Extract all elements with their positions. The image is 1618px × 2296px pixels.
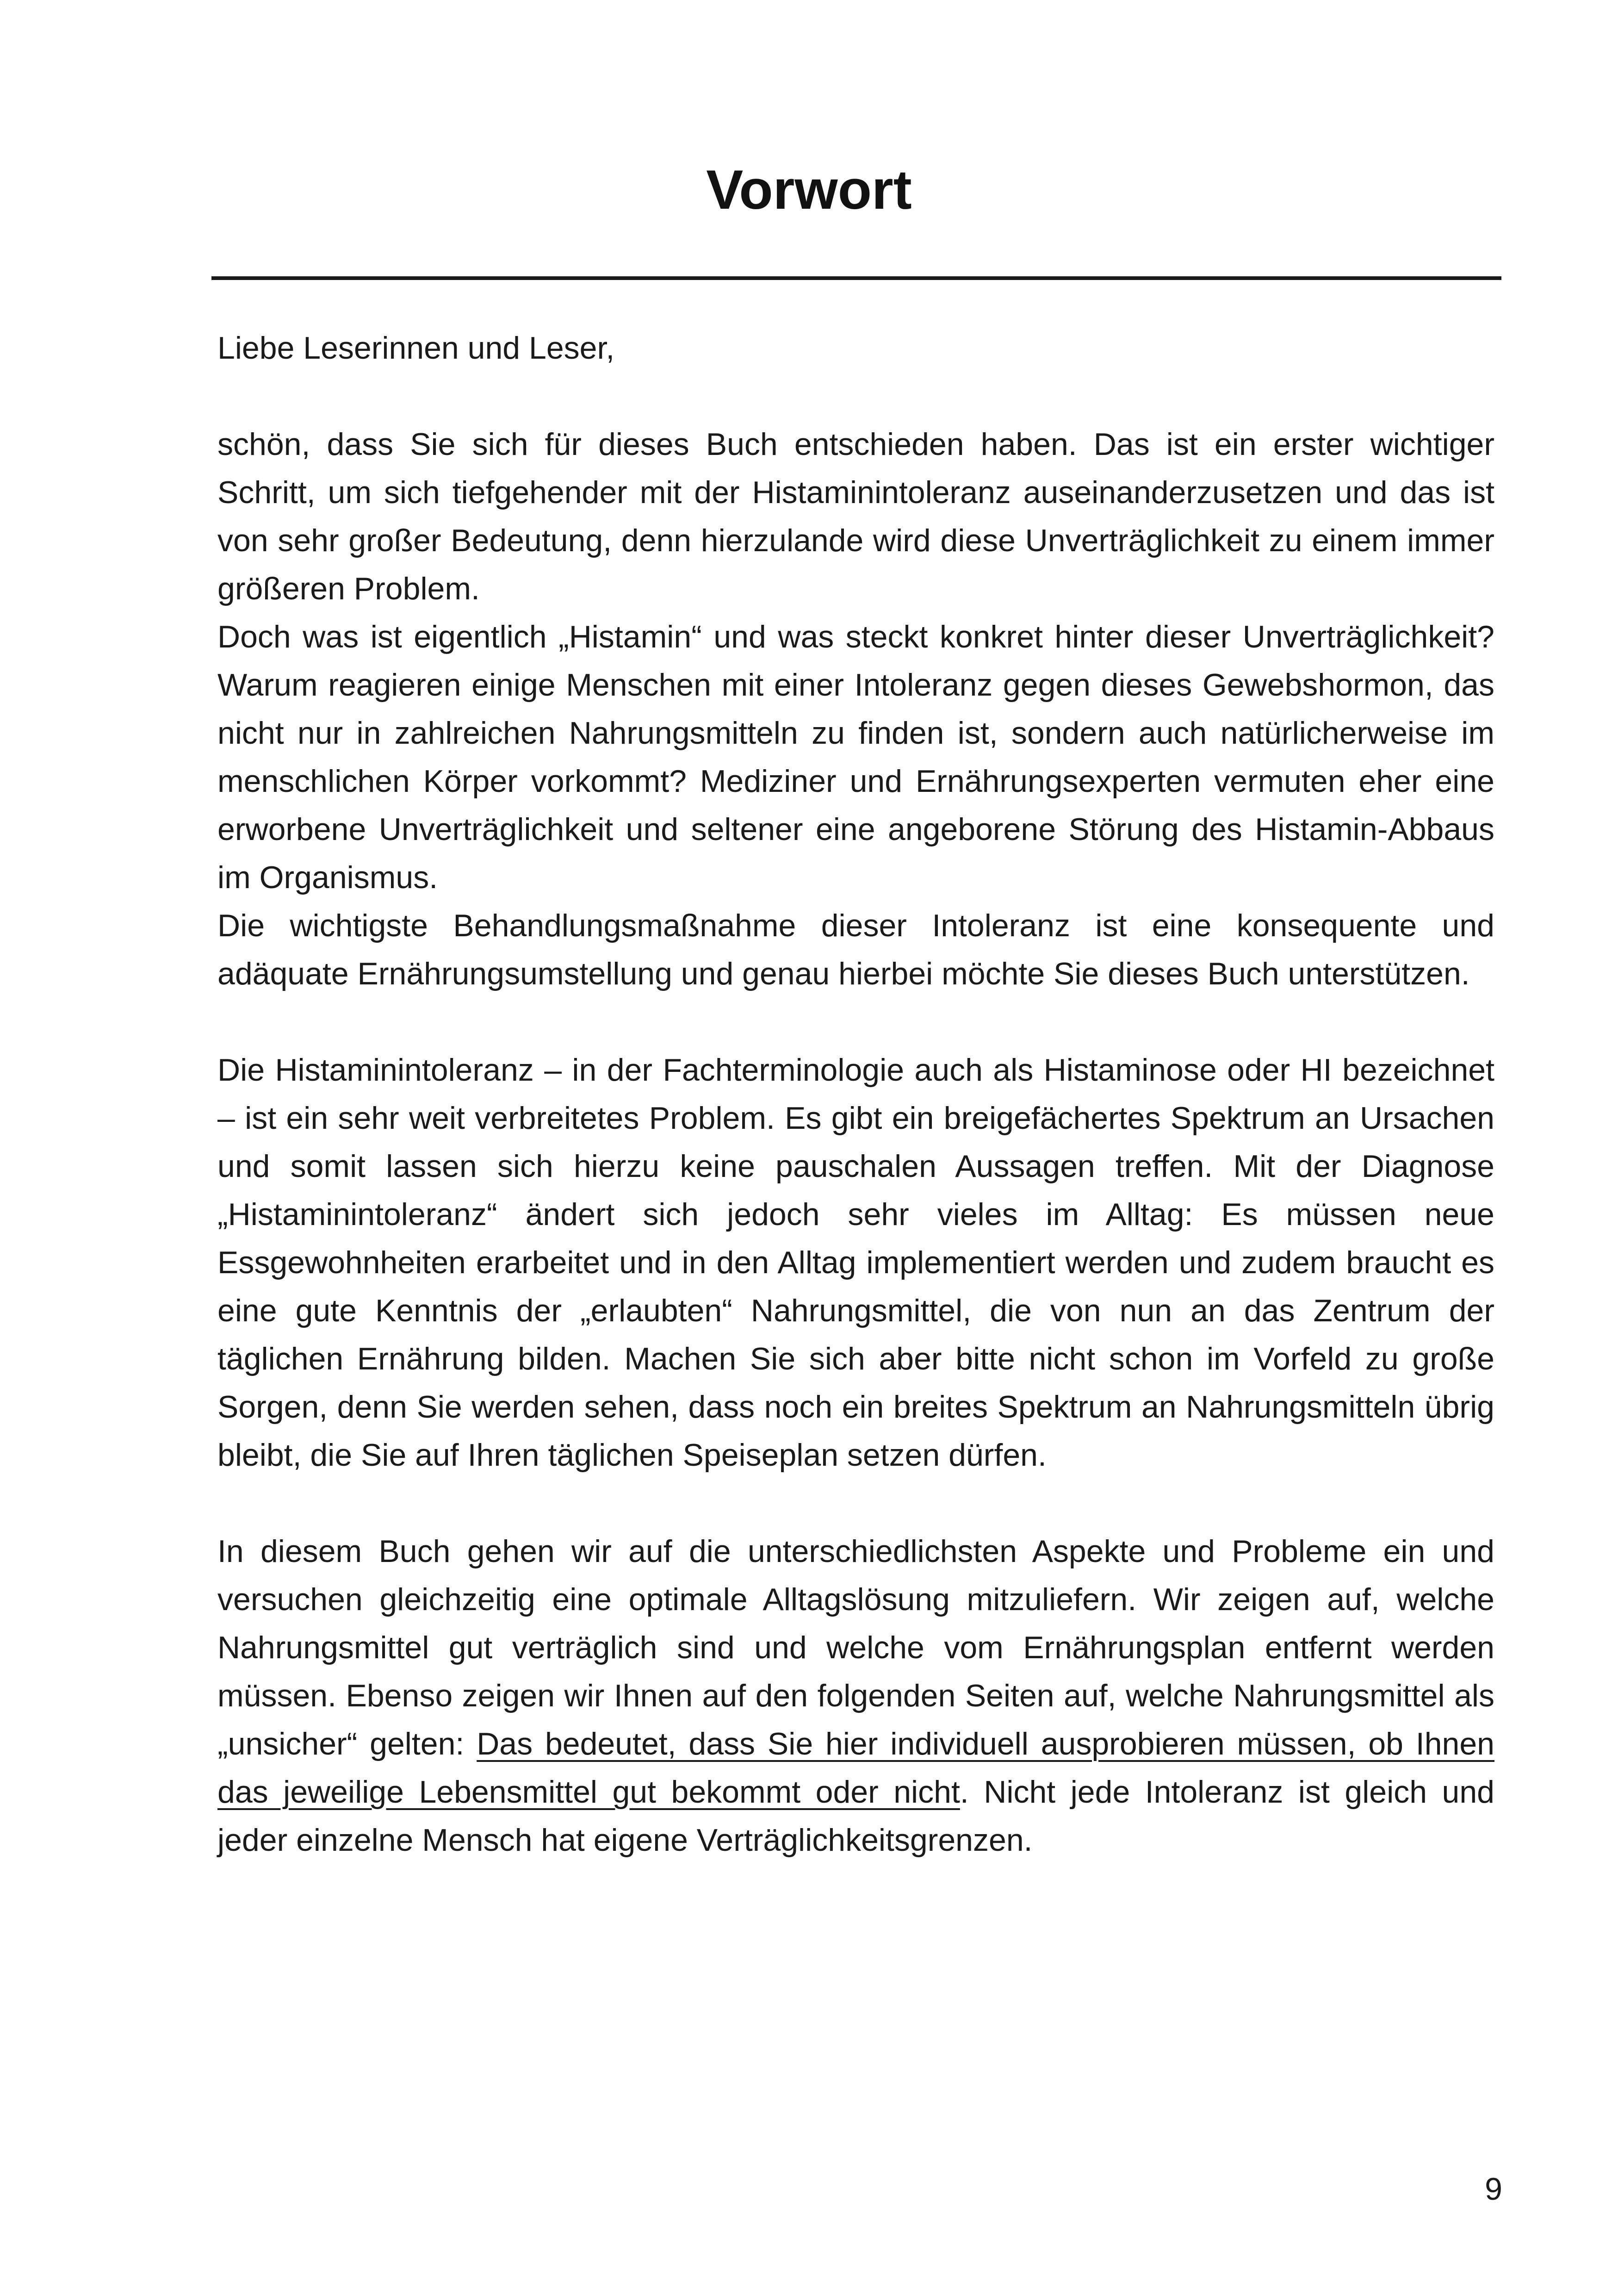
paragraph-3: Die wichtigste Behandlungsmaßnahme dieser Intoleranz ist eine konsequente und adäquate Ernährungsumstellung und genau hierbei möchte Sie dieses Buch unterstützen. [217, 908, 1494, 991]
paragraph-gap [217, 1479, 1494, 1527]
title-divider [211, 276, 1501, 280]
paragraph-gap [217, 372, 1494, 420]
salutation: Liebe Leserinnen und Leser, [217, 330, 615, 366]
page-title: Vorwort [706, 159, 912, 221]
paragraph-5-end: . Nicht jede Intoleranz ist gleich und jeder einzelne Mensch hat eigene Verträglichkeitsgrenzen. [217, 1774, 1494, 1858]
paragraph-4: Die Histaminintoleranz – in der Fachterminologie auch als Histaminose oder HI bezeichnet – ist ein sehr weit verbreitetes Problem. Es gibt ein breigefächertes Spektrum an Ursachen und somit lassen sich hierzu keine pauschalen Aussagen treffen. Mit der Diagnose „Histaminintoleranz“ ändert sich jedoch sehr vieles im Alltag: Es müssen neue Essgewohnheiten erarbeitet und in den Alltag implementiert werden und zudem braucht es eine gute Kenntnis der „erlaubten“ Nahrungsmittel, die von nun an das Zentrum der täglichen Ernährung bilden. Machen Sie sich aber bitte nicht schon im Vorfeld zu große Sorgen, denn Sie werden sehen, dass noch ein breites Spektrum an Nahrungsmitteln übrig bleibt, die Sie auf Ihren täglichen Speiseplan setzen dürfen. [217, 1052, 1494, 1473]
paragraph-1: schön, dass Sie sich für dieses Buch entschieden haben. Das ist ein erster wichtiger Schritt, um sich tiefgehender mit der Histaminintoleranz auseinanderzusetzen und das ist von sehr großer Bedeutung, denn hierzulande wird diese Unverträglichkeit zu einem immer größeren Problem. [217, 427, 1494, 606]
paragraph-5-start: In diesem Buch gehen wir auf die unterschiedlichsten Aspekte und Probleme ein und versuchen gleichzeitig eine optimale Alltagslösung mitzuliefern. Wir zeigen auf, welche Nahrungsmittel gut verträglich sind und welche vom Ernährungsplan entfernt werden müssen. Ebenso zeigen wir Ihnen auf den folgenden Seiten auf, welche Nahrungsmittel als „unsicher“ gelten: [217, 1534, 1494, 1761]
body-text [217, 324, 1494, 1864]
paragraph-5-underlined: Das bedeutet, dass Sie hier individuell ausprobieren müssen, ob Ihnen das jeweilige Lebensmittel gut bekommt oder nicht [217, 1726, 1494, 1810]
paragraph-5 [217, 1527, 1494, 1864]
paragraph-gap [217, 998, 1494, 1046]
paragraph-2: Doch was ist eigentlich „Histamin“ und was steckt konkret hinter dieser Unverträglichkeit? Warum reagieren einige Menschen mit einer Intoleranz gegen dieses Gewebshormon, das nicht nur in zahlreichen Nahrungsmitteln zu finden ist, sondern auch natürlicherweise im menschlichen Körper vorkommt? Mediziner und Ernährungsexperten vermuten eher eine erworbene Unverträglichkeit und seltener eine angeborene Störung des Histamin-Abbaus im Organismus. [217, 619, 1494, 895]
page-number: 9 [1485, 2172, 1502, 2207]
